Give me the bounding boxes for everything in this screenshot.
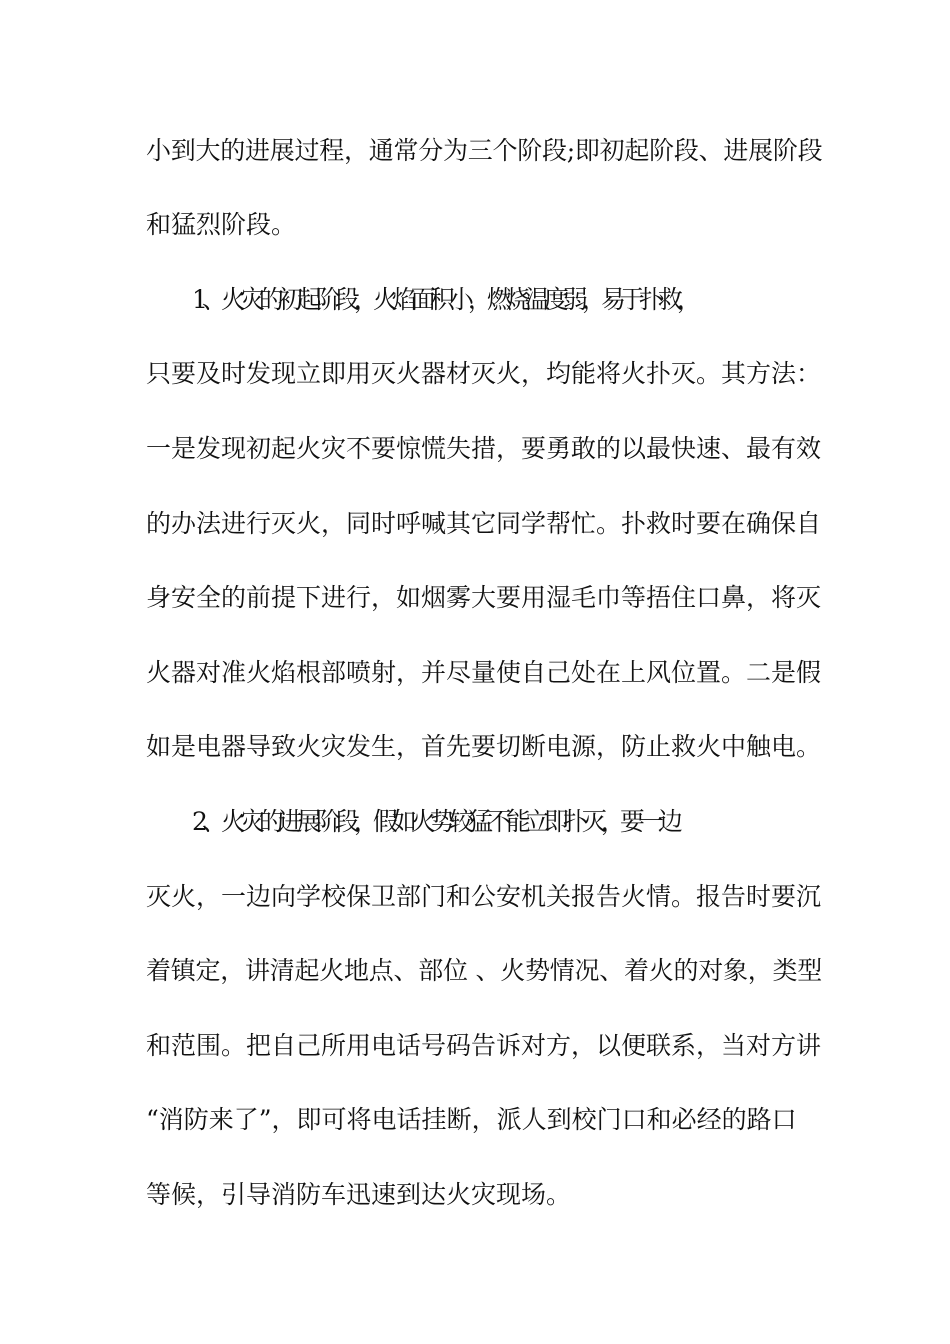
- text-line-5: 一是发现初起火灾不要惊慌失措，要勇敢的以最快速、最有效: [146, 434, 822, 463]
- text-line-15: 等候，引导消防车迅速到达火灾现场。: [146, 1180, 572, 1209]
- text-line-8: 火器对准火焰根部喷射，并尽量使自己处在上风位置。二是假: [146, 658, 822, 687]
- text-line-7: 身安全的前提下进行，如烟雾大要用湿毛巾等捂住口鼻，将灭: [146, 583, 822, 612]
- text-line-6: 的办法进行灭火，同时呼喊其它同学帮忙。扑救时要在确保自: [146, 509, 822, 538]
- text-line-11: 灭火，一边向学校保卫部门和公安机关报告火情。报告时要沉: [146, 882, 822, 911]
- paragraph-2-start: 2、火灾的进展阶段，假如火势较猛不能立即扑灭，要一边: [192, 807, 677, 836]
- text-line-12: 着镇定，讲清起火地点、部位 、火势情况、着火的对象，类型: [146, 956, 822, 985]
- text-line-4: 只要及时发现立即用灭火器材灭火，均能将火扑灭。其方法：: [146, 359, 822, 388]
- paragraph-1-start: 1、火灾的初起阶段，火焰面积小，燃烧温度弱，易于扑救，: [192, 285, 696, 314]
- text-line-9: 如是电器导致火灾发生，首先要切断电源，防止救火中触电。: [146, 732, 822, 761]
- text-line-14: “消防来了”，即可将电话挂断，派人到校门口和必经的路口: [146, 1105, 797, 1134]
- text-line-1: 小到大的进展过程，通常分为三个阶段;即初起阶段、进展阶段: [146, 136, 823, 165]
- text-line-13: 和范围。把自己所用电话号码告诉对方，以便联系，当对方讲: [146, 1031, 822, 1060]
- text-line-2: 和猛烈阶段。: [146, 210, 297, 239]
